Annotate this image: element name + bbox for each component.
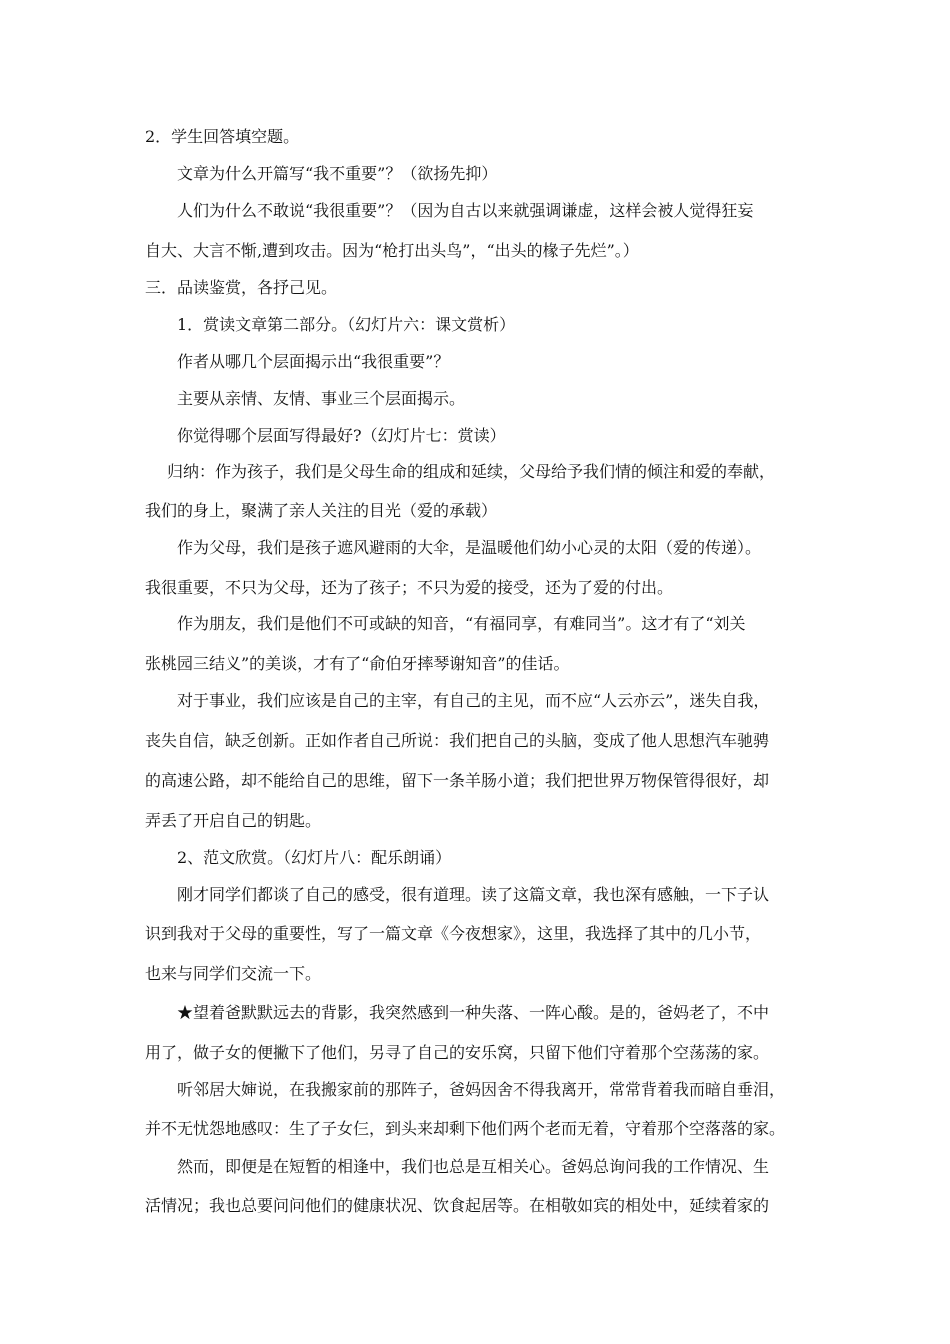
paragraph-1: 2．学生回答填空题。 <box>145 127 300 146</box>
paragraph-5: 作者从哪几个层面揭示出“我很重要”？ <box>177 352 450 371</box>
paragraph-parents-line-2: 我很重要，不只为父母，还为了孩子；不只为爱的接受，还为了爱的付出。 <box>145 578 674 597</box>
paragraph-friends-line-2: 张桃园三结义”的美谈，才有了“俞伯牙摔琴谢知音”的佳话。 <box>145 654 570 673</box>
paragraph-career-line-1: 对于事业，我们应该是自己的主宰，有自己的主见，而不应“人云亦云”，迷失自我， <box>177 691 770 710</box>
paragraph-career-line-3: 的高速公路，却不能给自己的思维，留下一条羊肠小道；我们把世界万物保管得很好，却 <box>145 771 770 790</box>
paragraph-career-line-2: 丧失自信，缺乏创新。正如作者自己所说：我们把自己的头脑，变成了他人思想汽车驰骋 <box>145 731 770 750</box>
paragraph-career-line-4: 弄丢了开启自己的钥匙。 <box>145 811 322 830</box>
paragraph-3-line-2: 自大、大言不惭,遭到攻击。因为“枪打出头鸟”，“出头的椽子先烂”。） <box>145 241 639 260</box>
paragraph-feeling-line-1: 刚才同学们都谈了自己的感受，很有道理。读了这篇文章，我也深有感触，一下子认 <box>177 885 770 904</box>
paragraph-neighbor-line-1: 听邻居大婶说，在我搬家前的那阵子，爸妈因舍不得我离开，常常背着我而暗自垂泪， <box>177 1080 786 1099</box>
paragraph-3-line-1: 人们为什么不敢说“我很重要”？（因为自古以来就强调谦虚，这样会被人觉得狂妄 <box>177 201 754 220</box>
paragraph-star-line-1: ★望着爸默默远去的背影，我突然感到一种失落、一阵心酸。是的，爸妈老了，不中 <box>177 1003 770 1022</box>
summary-line-1: 归纳：作为孩子，我们是父母生命的组成和延续，父母给予我们情的倾注和爱的奉献， <box>167 462 776 481</box>
paragraph-sample: 2、范文欣赏。（幻灯片八：配乐朗诵） <box>177 848 452 867</box>
paragraph-feeling-line-3: 也来与同学们交流一下。 <box>145 964 322 983</box>
paragraph-however-line-1: 然而，即便是在短暂的相逢中，我们也总是互相关心。爸妈总询问我的工作情况、生 <box>177 1157 770 1176</box>
paragraph-4: 1．赏读文章第二部分。（幻灯片六：课文赏析） <box>177 315 516 334</box>
paragraph-friends-line-1: 作为朋友，我们是他们不可或缺的知音，“有福同享，有难同当”。这才有了“刘关 <box>177 614 746 633</box>
paragraph-2: 文章为什么开篇写“我不重要”？（欲扬先抑） <box>177 164 498 183</box>
paragraph-feeling-line-2: 识到我对于父母的重要性，写了一篇文章《今夜想家》，这里，我选择了其中的几小节， <box>145 924 762 943</box>
paragraph-parents-line-1: 作为父母，我们是孩子遮风避雨的大伞，是温暖他们幼小心灵的太阳（爱的传递）。 <box>177 538 762 557</box>
paragraph-6: 主要从亲情、友情、事业三个层面揭示。 <box>177 389 466 408</box>
section-heading-3: 三．品读鉴赏，各抒己见。 <box>145 278 338 297</box>
paragraph-7: 你觉得哪个层面写得最好?（幻灯片七：赏读） <box>177 426 506 445</box>
paragraph-neighbor-line-2: 并不无忧怨地感叹：生了子女仨，到头来却剩下他们两个老而无着，守着那个空落落的家。 <box>145 1119 786 1138</box>
paragraph-however-line-2: 活情况；我也总要问问他们的健康状况、饮食起居等。在相敬如宾的相处中，延续着家的 <box>145 1196 770 1215</box>
paragraph-star-line-2: 用了，做子女的便撇下了他们，另寻了自己的安乐窝，只留下他们守着那个空荡荡的家。 <box>145 1043 770 1062</box>
summary-line-2: 我们的身上，聚满了亲人关注的目光（爱的承载） <box>145 501 498 520</box>
